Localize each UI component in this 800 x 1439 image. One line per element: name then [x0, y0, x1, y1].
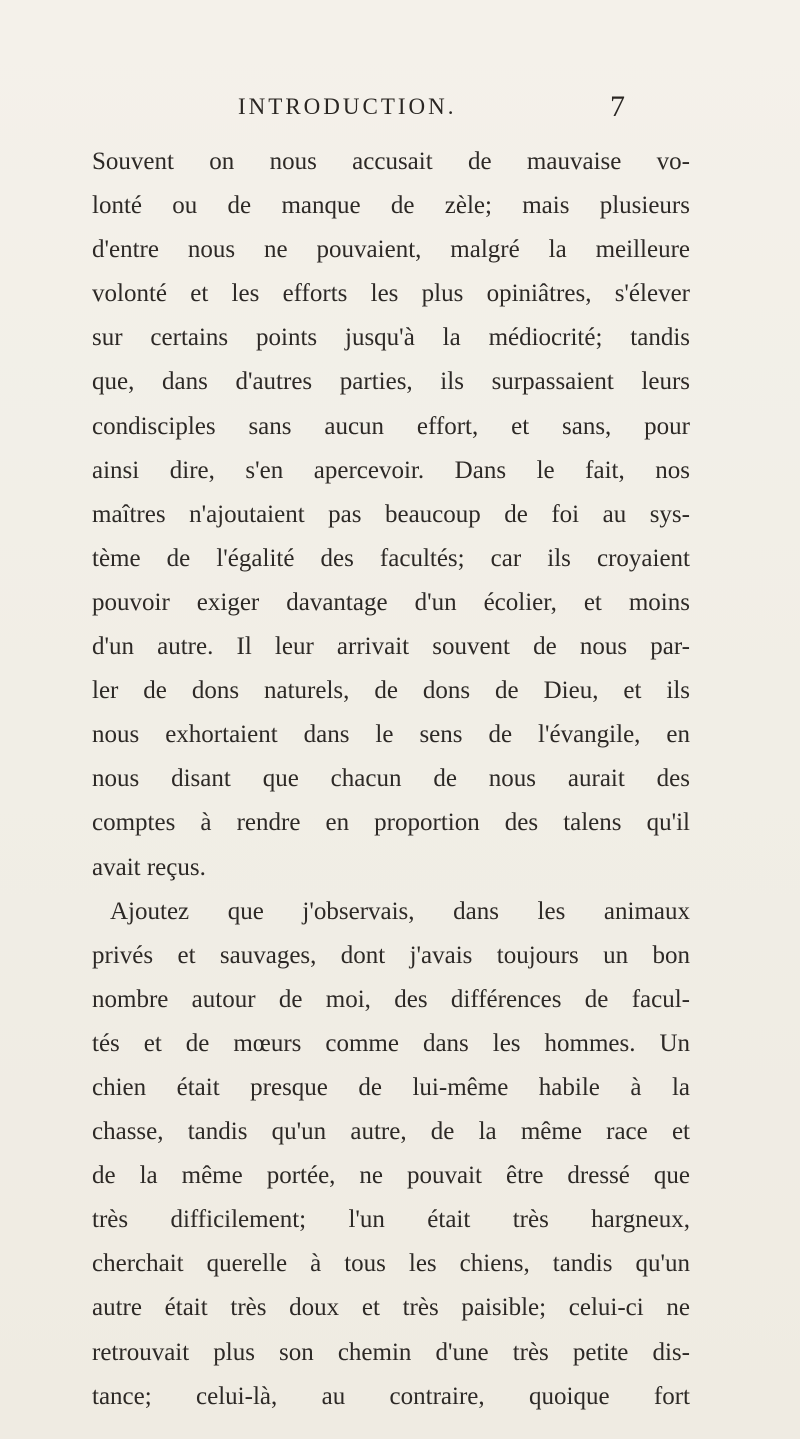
page-header [0, 90, 800, 130]
text-line: ler de dons naturels, de dons de Dieu, et ils [92, 677, 690, 705]
text-line: tème de l'égalité des facultés; car ils croyaient [92, 544, 690, 572]
text-line: volonté et les efforts les plus opiniâtres, s'élever [92, 280, 690, 308]
text-line: nombre autour de moi, des différences de facul- [92, 985, 690, 1013]
text-line: nous disant que chacun de nous aurait des [92, 765, 690, 793]
text-line: ainsi dire, s'en apercevoir. Dans le fait, nos [92, 456, 690, 484]
text-line: sur certains points jusqu'à la médiocrité; tandis [92, 324, 690, 352]
text-line: cherchait querelle à tous les chiens, tandis qu'un [92, 1250, 690, 1278]
text-line: chasse, tandis qu'un autre, de la même race et [92, 1118, 690, 1146]
text-line: chien était presque de lui-même habile à la [92, 1073, 690, 1101]
text-line: d'entre nous ne pouvaient, malgré la meilleure [92, 236, 690, 264]
text-line: tance; celui-là, au contraire, quoique fort [92, 1382, 690, 1410]
text-line: tés et de mœurs comme dans les hommes. Un [92, 1029, 690, 1057]
text-line: Ajoutez que j'observais, dans les animaux [110, 897, 690, 925]
text-line: autre était très doux et très paisible; celui-ci ne [92, 1294, 690, 1322]
text-line: lonté ou de manque de zèle; mais plusieurs [92, 192, 690, 220]
text-line: très difficilement; l'un était très hargneux, [92, 1206, 690, 1234]
body-text [92, 140, 690, 1419]
text-line: nous exhortaient dans le sens de l'évangile, en [92, 721, 690, 749]
text-line: comptes à rendre en proportion des talens qu'il [92, 809, 690, 837]
text-line: maîtres n'ajoutaient pas beaucoup de foi au sys- [92, 500, 690, 528]
text-line: pouvoir exiger davantage d'un écolier, et moins [92, 588, 690, 616]
page-number: 7 [610, 90, 625, 123]
text-line: de la même portée, ne pouvait être dressé que [92, 1162, 690, 1190]
text-line: retrouvait plus son chemin d'une très petite dis- [92, 1338, 690, 1366]
text-line: d'un autre. Il leur arrivait souvent de nous par- [92, 633, 690, 661]
running-head: INTRODUCTION. [238, 94, 457, 119]
text-line: condisciples sans aucun effort, et sans, pour [92, 412, 690, 440]
text-line: Souvent on nous accusait de mauvaise vo- [92, 148, 690, 175]
text-line: que, dans d'autres parties, ils surpassaient leurs [92, 368, 690, 396]
text-line: privés et sauvages, dont j'avais toujours un bon [92, 941, 690, 969]
text-line: avait reçus. [92, 853, 206, 881]
